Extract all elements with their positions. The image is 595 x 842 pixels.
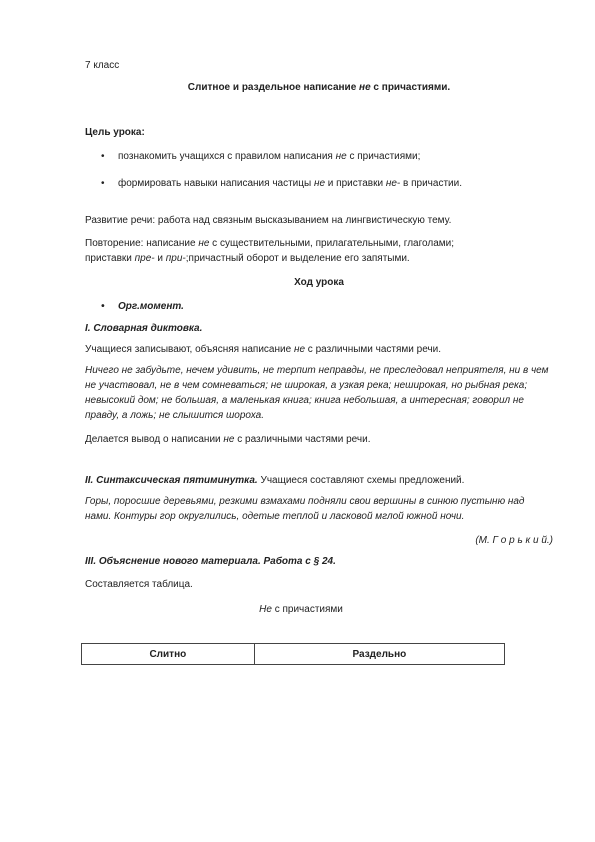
title-text: Слитное и раздельное написание (187, 82, 360, 93)
title-em: не (359, 82, 371, 93)
bullet-icon: • (101, 178, 105, 189)
goal-item (85, 176, 553, 191)
review-text-2: с существительными, прилагательными, глаголами; (209, 238, 455, 249)
section1-heading: I. Словарная диктовка. (85, 323, 203, 334)
goal-em: не (335, 151, 347, 162)
conclusion-em: не (223, 434, 235, 445)
section3-text: Составляется таблица. (85, 579, 193, 590)
quote-author: (М. Г о р ь к и й.) (475, 535, 553, 546)
review-text-end: ;причастный оборот и выделение его запятыми. (185, 253, 410, 264)
grade-label: 7 класс (85, 60, 120, 71)
goals-list (85, 149, 553, 191)
bullet-icon: • (101, 151, 105, 162)
intro-em: не (293, 344, 306, 355)
section2-quote: Горы, поросшие деревьями, резкими взмахами подняли свои вершины в синюю пустыню над нами. Контуры гор округлились, одетые теплой и ласковой мглой южной ночи. (85, 496, 525, 522)
review-em: не (198, 238, 210, 249)
section1-conclusion (85, 432, 553, 447)
table-caption (85, 602, 553, 617)
goal-text-end: с причастиями; (346, 151, 421, 162)
section1-intro (85, 342, 553, 357)
review-paragraph (85, 236, 553, 266)
org-moment-list (85, 299, 553, 314)
course-heading: Ход урока (294, 277, 344, 288)
goal-text-end: в причастии. (400, 178, 462, 189)
org-moment-text: Орг.момент. (118, 301, 184, 312)
section2-text: Учащиеся составляют схемы предложений. (257, 475, 465, 486)
conclusion-text: Делается вывод о написании (85, 434, 224, 445)
org-moment-item (85, 299, 553, 314)
table-header-cell: Раздельно (254, 644, 504, 665)
caption-em: Не (259, 604, 272, 615)
intro-text-end: с различными частями речи. (305, 344, 442, 355)
review-text-3: приставки (85, 253, 135, 264)
intro-text: Учащиеся записывают, объясняя написание (85, 344, 294, 355)
dictation-text: Ничего не забудьте, нечем удивить, не терпит неправды, не преследовал неприятеля, ни в чем не участвовал, не в чем сомневаться; не широкая, а узкая река; неширокая, но рыбная река; невысокий дом; не большая, а маленькая книга; книга небольшая, а интересная; говорил не правду, а ложь; не слышится шороха. (85, 365, 549, 421)
table-header-row (82, 644, 505, 665)
bullet-icon: • (101, 301, 105, 312)
section2-heading: II. Синтаксическая пятиминутка. (85, 475, 258, 486)
review-text: Повторение: написание (85, 238, 199, 249)
caption-text: с причастиями (271, 604, 343, 615)
goal-em: не (313, 178, 326, 189)
review-and: и (154, 253, 166, 264)
goal-text: формировать навыки написания частицы (118, 178, 314, 189)
section3-heading: III. Объяснение нового материала. Работа с § 24. (85, 556, 336, 567)
goal-text: познакомить учащихся с правилом написания (118, 151, 336, 162)
speech-development: Развитие речи: работа над связным высказыванием на лингвистическую тему. (85, 215, 452, 226)
table-header-cell: Слитно (82, 644, 255, 665)
conclusion-text-end: с различными частями речи. (234, 434, 371, 445)
lesson-title (85, 80, 553, 95)
document-page (85, 58, 553, 665)
goal-em-2: не- (385, 178, 401, 189)
title-text-end: с причастиями. (370, 82, 451, 93)
goals-heading: Цель урока: (85, 127, 145, 138)
goal-item (85, 149, 553, 164)
goal-text-mid: и приставки (325, 178, 386, 189)
spelling-table (81, 643, 505, 665)
section2-paragraph (85, 473, 553, 488)
review-em-2: пре- (134, 253, 155, 264)
review-em-3: при- (165, 253, 186, 264)
